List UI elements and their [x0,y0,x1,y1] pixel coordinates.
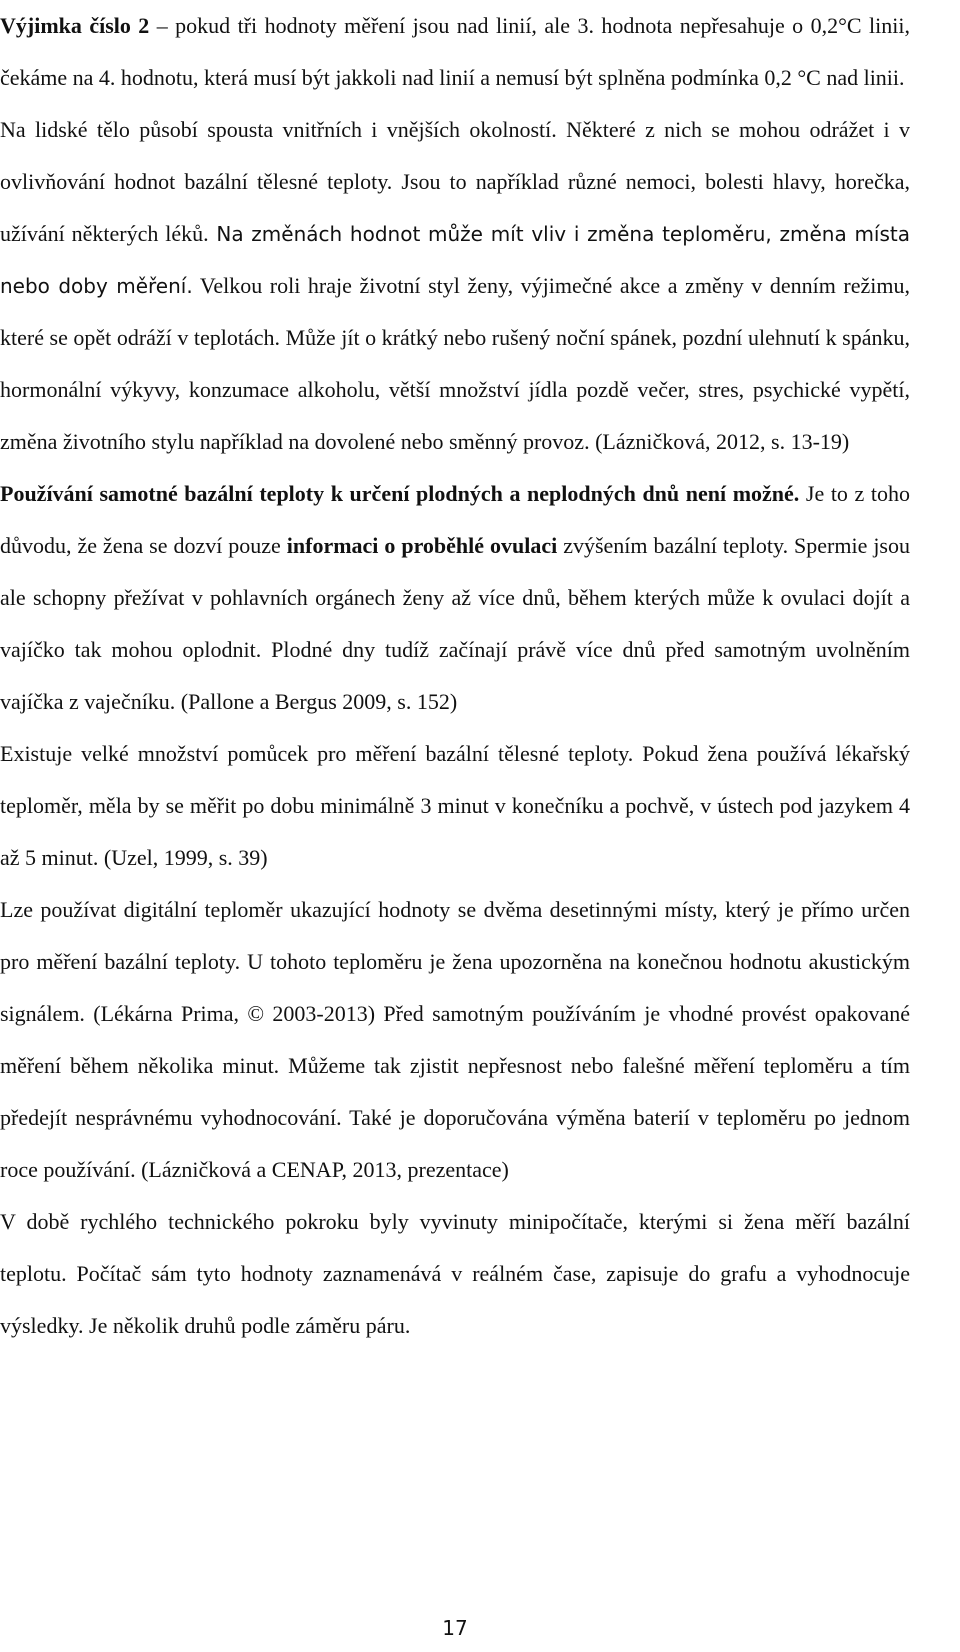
influences-text-b: Na změnách hodnot může mít vliv i změna teploměru, změna místa nebo doby měření. [0,222,910,298]
paragraph-digital-thermometer [0,884,910,1196]
basal-only-text-b: zvýšením bazální teploty. Spermie jsou ale schopny přežívat v pohlavních orgánech ženy až více dnů, během kterých může k ovulaci dojít a vajíčko tak mohou oplodnit. Plodné dny tudíž začínají právě více dnů před samotným uvolněním vajíčka z vaječníku. (Pallone a Bergus 2009, s. 152) [0,533,910,714]
digital-thermometer-text: Lze používat digitální teploměr ukazující hodnoty se dvěma desetinnými místy, který je přímo určen pro měření bazální teploty. U tohoto teploměru je žena upozorněna na konečnou hodnotu akustickým signálem. (Lékárna Prima, © 2003-2013) Před samotným používáním je vhodné provést opakované měření během několika minut. Můžeme tak zjistit nepřesnost nebo falešné měření teploměru a tím předejít nesprávnému vyhodnocování. Také je doporučována výměna baterií v teploměru po jednom roce používání. (Lázničková a CENAP, 2013, prezentace) [0,897,910,1182]
exception-heading: Výjimka číslo 2 [0,13,150,38]
aids-text: Existuje velké množství pomůcek pro měření bazální tělesné teploty. Pokud žena používá lékařský teploměr, měla by se měřit po dobu minimálně 3 minut v konečníku a pochvě, v ústech pod jazykem 4 až 5 minut. (Uzel, 1999, s. 39) [0,741,910,870]
paragraph-basal-only [0,468,910,728]
page-number: 17 [442,1616,468,1640]
influences-text-a: Na lidské tělo působí spousta vnitřních i vnějších okolností. Některé z nich se mohou odrážet i v ovlivňování hodnot bazální tělesné teploty. Jsou to například různé nemoci, bolesti hlavy, horečka, užívání některých léků. [0,117,910,246]
paragraph-influences [0,104,910,468]
basal-only-bold-mid: informaci o proběhlé ovulaci [286,533,558,558]
paragraph-minicomputers [0,1196,910,1352]
paragraph-exception-2 [0,0,910,104]
basal-only-text-a: Je to z toho důvodu, že žena se dozví pouze [0,481,910,558]
exception-text: – pokud tři hodnoty měření jsou nad linií, ale 3. hodnota nepřesahuje o 0,2°C linii, čekáme na 4. hodnotu, která musí být jakkoli nad linií a nemusí být splněna podmínka 0,2 °C nad linii. [0,13,910,90]
influences-citation: (Lázničková, 2012, s. 13-19) [589,429,850,454]
basal-only-bold-lead: Používání samotné bazální teploty k určení plodných a neplodných dnů není možné. [0,481,800,506]
influences-text-c: Velkou roli hraje životní styl ženy, výjimečné akce a změny v denním režimu, které se opět odráží v teplotách. Může jít o krátký nebo rušený noční spánek, pozdní ulehnutí k spánku, hormonální výkyvy, konzumace alkoholu, větší množství jídla pozdě večer, stres, psychické vypětí, změna životního stylu například na dovolené nebo směnný provoz. [0,273,910,454]
paragraph-aids [0,728,910,884]
minicomputers-text: V době rychlého technického pokroku byly vyvinuty minipočítače, kterými si žena měří bazální teplotu. Počítač sám tyto hodnoty zaznamenává v reálném čase, zapisuje do grafu a vyhodnocuje výsledky. Je několik druhů podle záměru páru. [0,1209,910,1338]
